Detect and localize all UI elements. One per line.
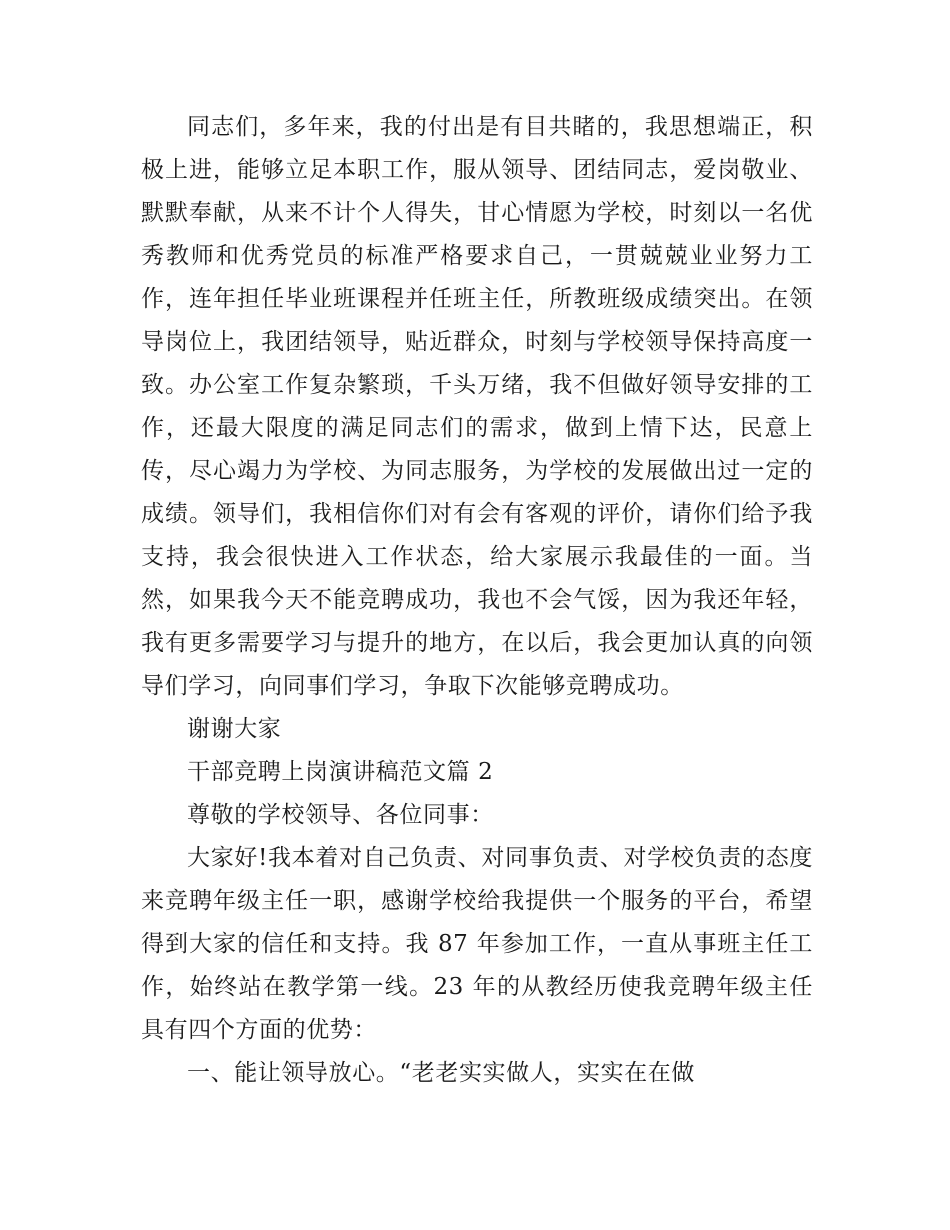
section-heading: 干部竞聘上岗演讲稿范文篇 2 xyxy=(187,759,494,785)
paragraph-introduction: 大家好!我本着对自己负责、对同事负责、对学校负责的态度来竞聘年级主任一职，感谢学校给我提供一个服务的平台，希望得到大家的信任和支持。我 87 年参加工作，一直从事班主任工作，始终站在教学第一线。23 年的从教经历使我竞聘年级主任具有四个方面的优势： xyxy=(141,845,813,1043)
document-body xyxy=(141,106,813,1095)
paragraph-point-one: 一、能让领导放心。“老老实实做人，实实在在做 xyxy=(187,1060,695,1086)
paragraph-self-evaluation: 同志们，多年来，我的付出是有目共睹的，我思想端正，积极上进，能够立足本职工作，服从领导、团结同志，爱岗敬业、默默奉献，从来不计个人得失，甘心情愿为学校，时刻以一名优秀教师和优秀党员的标准严格要求自己，一贯兢兢业业努力工作，连年担任毕业班课程并任班主任，所教班级成绩突出。在领导岗位上，我团结领导，贴近群众，时刻与学校领导保持高度一致。办公室工作复杂繁琐，千头万绪，我不但做好领导安排的工作，还最大限度的满足同志们的需求，做到上情下达，民意上传，尽心竭力为学校、为同志服务，为学校的发展做出过一定的成绩。领导们，我相信你们对有会有客观的评价，请你们给予我支持，我会很快进入工作状态，给大家展示我最佳的一面。当然，如果我今天不能竞聘成功，我也不会气馁，因为我还年轻，我有更多需要学习与提升的地方，在以后，我会更加认真的向领导们学习，向同事们学习，争取下次能够竞聘成功。 xyxy=(141,114,813,699)
salutation: 尊敬的学校领导、各位同事： xyxy=(187,802,494,828)
paragraph-thanks: 谢谢大家 xyxy=(187,716,282,742)
